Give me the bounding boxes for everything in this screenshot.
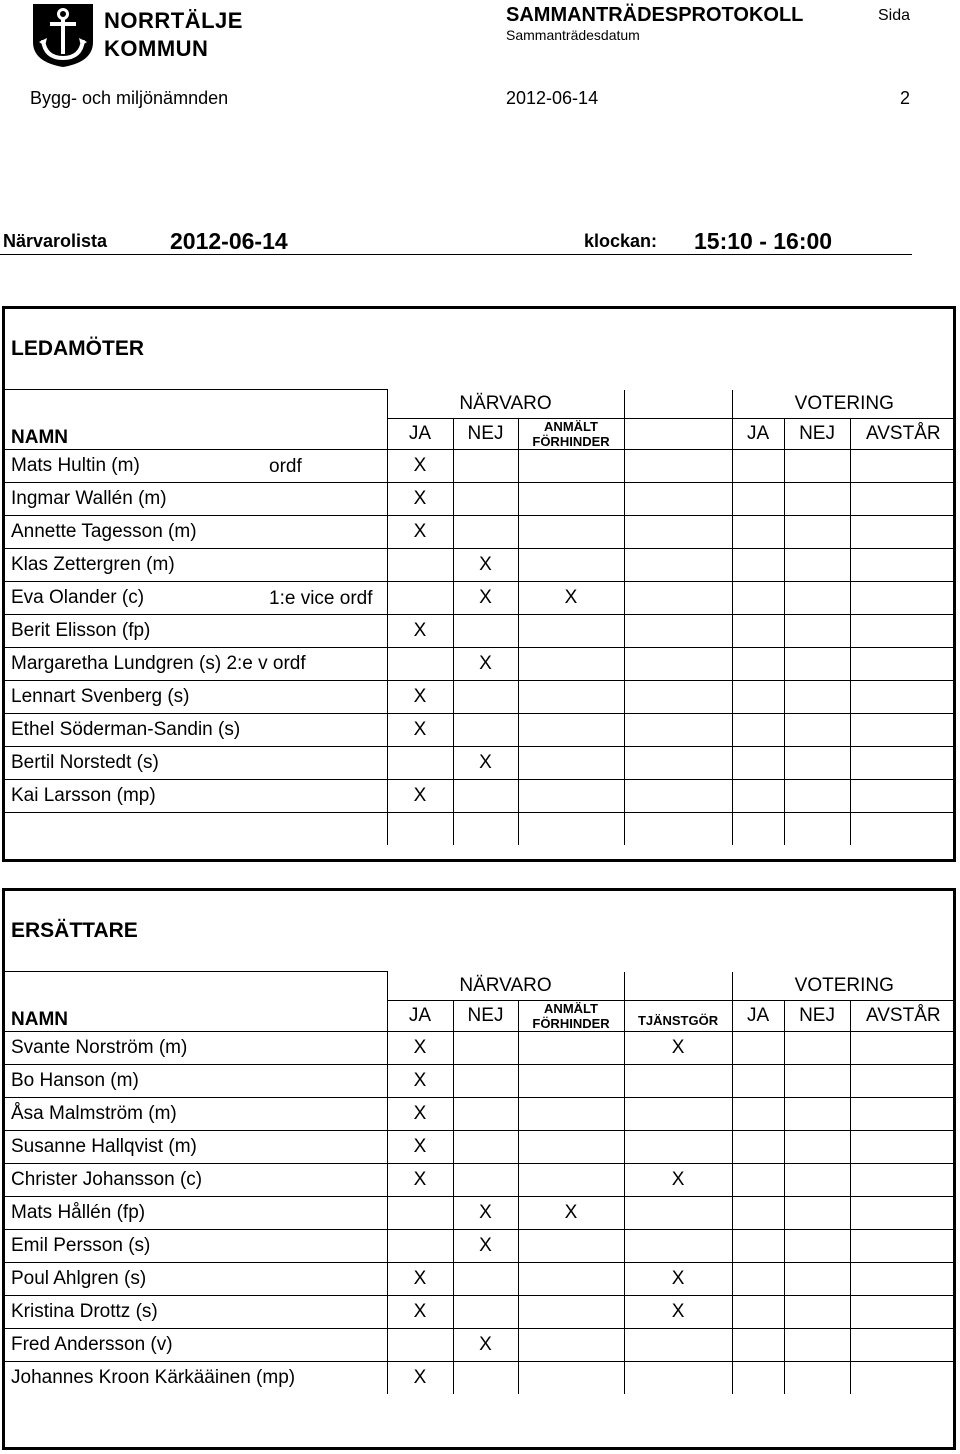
vote-yes-cell	[732, 548, 784, 581]
table-row	[5, 1163, 956, 1196]
reported-absence-cell	[518, 1361, 624, 1394]
vote-no-cell	[784, 614, 850, 647]
vote-abstain-cell	[850, 581, 956, 614]
member-name: Bertil Norstedt (s)	[11, 751, 159, 773]
members-section-title: LEDAMÖTER	[11, 337, 144, 360]
members-table	[5, 389, 956, 845]
voting-header: VOTERING	[732, 390, 956, 419]
presence-no-cell	[453, 1361, 518, 1394]
serving-cell	[624, 1361, 732, 1394]
table-row	[5, 746, 956, 779]
vote-abstain-cell	[850, 713, 956, 746]
vote-yes-cell	[732, 1229, 784, 1262]
serving-label: TJÄNSTGÖR	[637, 1012, 719, 1028]
member-name: Eva Olander (c)	[11, 586, 145, 608]
vote-no-cell	[784, 581, 850, 614]
presence-yes-cell	[387, 1196, 453, 1229]
vote-abstain-cell	[850, 1229, 956, 1262]
presence-no-header: NEJ	[453, 418, 518, 449]
meeting-date-label: Sammanträdesdatum	[506, 27, 640, 43]
member-name-cell	[5, 1097, 387, 1130]
serving-cell	[624, 1064, 732, 1097]
table-row	[5, 1097, 956, 1130]
reported-absence-cell	[518, 1328, 624, 1361]
meeting-time: 15:10 - 16:00	[694, 228, 833, 254]
reported-absence-cell	[518, 1031, 624, 1064]
vote-no-cell	[784, 482, 850, 515]
vote-yes-cell	[732, 647, 784, 680]
table-row	[5, 1295, 956, 1328]
vote-no-cell	[784, 1295, 850, 1328]
presence-header: NÄRVARO	[387, 390, 624, 419]
presence-yes-cell: X	[387, 614, 453, 647]
time-label: klockan:	[584, 231, 658, 251]
presence-no-cell	[453, 614, 518, 647]
vote-abstain-cell	[850, 548, 956, 581]
presence-yes-cell	[387, 647, 453, 680]
vote-abstain-cell	[850, 1097, 956, 1130]
reported-absence-cell	[518, 614, 624, 647]
vote-yes-cell	[732, 1328, 784, 1361]
member-name-cell	[5, 515, 387, 548]
vote-abstain-cell	[850, 1262, 956, 1295]
vote-abstain-cell	[850, 1361, 956, 1394]
presence-yes-cell: X	[387, 1130, 453, 1163]
member-name: Kai Larsson (mp)	[11, 784, 156, 806]
member-name: Mats Hållén (fp)	[11, 1201, 146, 1223]
member-name: Klas Zettergren (m)	[11, 553, 175, 575]
serving-header	[624, 1000, 732, 1031]
voting-header: VOTERING	[732, 972, 956, 1001]
table-row	[5, 581, 956, 614]
member-name: Susanne Hallqvist (m)	[11, 1135, 197, 1157]
table-row	[5, 548, 956, 581]
presence-no-cell	[453, 1130, 518, 1163]
member-name-cell	[5, 746, 387, 779]
vote-no-cell	[784, 515, 850, 548]
vote-yes-cell	[732, 1262, 784, 1295]
vote-no-cell	[784, 1130, 850, 1163]
reported-absence-cell	[518, 779, 624, 812]
vote-no-cell	[784, 713, 850, 746]
table-row	[5, 449, 956, 482]
vote-no-cell	[784, 680, 850, 713]
page-label: Sida	[878, 7, 911, 24]
hindrance-label: FÖRHINDER	[532, 1015, 610, 1031]
vote-abstain-cell	[850, 1064, 956, 1097]
committee-name: Bygg- och miljönämnden	[30, 88, 229, 108]
vote-abstain-cell	[850, 515, 956, 548]
reported-absence-cell	[518, 548, 624, 581]
reported-absence-cell	[518, 1262, 624, 1295]
reported-absence-cell	[518, 1064, 624, 1097]
spacer-cell	[624, 449, 732, 482]
vote-abstain-cell	[850, 482, 956, 515]
presence-no-cell	[453, 713, 518, 746]
presence-yes-cell: X	[387, 713, 453, 746]
vote-yes-cell	[732, 1196, 784, 1229]
table-row	[5, 1361, 956, 1394]
reported-absence-cell: X	[518, 1196, 624, 1229]
presence-no-cell	[453, 449, 518, 482]
member-name: Ingmar Wallén (m)	[11, 487, 167, 509]
vote-abstain-cell	[850, 647, 956, 680]
vote-yes-cell	[732, 614, 784, 647]
presence-no-cell	[453, 1097, 518, 1130]
table-row	[5, 713, 956, 746]
member-name-cell	[5, 1031, 387, 1064]
reported-absence-cell	[518, 1130, 624, 1163]
vote-yes-cell	[732, 581, 784, 614]
substitutes-section-title: ERSÄTTARE	[11, 919, 138, 942]
spacer-cell	[624, 548, 732, 581]
presence-yes-cell: X	[387, 779, 453, 812]
member-role: 1:e vice ordf	[269, 587, 373, 609]
serving-cell: X	[624, 1295, 732, 1328]
table-row	[5, 482, 956, 515]
vote-yes-cell	[732, 1130, 784, 1163]
member-role: ordf	[269, 455, 302, 477]
vote-abstain-cell	[850, 779, 956, 812]
member-name-cell	[5, 713, 387, 746]
hindrance-label: FÖRHINDER	[532, 433, 610, 449]
vote-no-cell	[784, 746, 850, 779]
vote-no-cell	[784, 1328, 850, 1361]
spacer-cell	[624, 647, 732, 680]
presence-no-header: NEJ	[453, 1000, 518, 1031]
vote-yes-cell	[732, 449, 784, 482]
vote-no-cell	[784, 1262, 850, 1295]
presence-no-cell: X	[453, 1196, 518, 1229]
member-name: Mats Hultin (m)	[11, 454, 140, 476]
presence-yes-cell: X	[387, 1097, 453, 1130]
vote-abstain-header: AVSTÅR	[850, 418, 956, 449]
presence-yes-cell: X	[387, 482, 453, 515]
vote-yes-cell	[732, 1361, 784, 1394]
member-name: Kristina Drottz (s)	[11, 1300, 158, 1322]
table-row	[5, 1196, 956, 1229]
member-name-cell	[5, 1064, 387, 1097]
presence-no-cell	[453, 680, 518, 713]
vote-no-cell	[784, 1163, 850, 1196]
serving-cell: X	[624, 1262, 732, 1295]
vote-abstain-cell	[850, 1130, 956, 1163]
reported-absence-cell	[518, 449, 624, 482]
member-name-cell	[5, 1361, 387, 1394]
reported-absence-cell	[518, 680, 624, 713]
reported-label: ANMÄLT	[544, 1000, 598, 1016]
member-name: Berit Elisson (fp)	[11, 619, 151, 641]
presence-yes-cell: X	[387, 1064, 453, 1097]
vote-yes-header: JA	[732, 418, 784, 449]
presence-no-cell: X	[453, 647, 518, 680]
substitutes-section	[2, 888, 956, 1450]
serving-cell	[624, 1229, 732, 1262]
vote-yes-cell	[732, 1031, 784, 1064]
serving-cell: X	[624, 1031, 732, 1064]
vote-abstain-cell	[850, 614, 956, 647]
logo-text-line2: KOMMUN	[104, 36, 209, 61]
vote-abstain-cell	[850, 449, 956, 482]
document-title: SAMMANTRÄDESPROTOKOLL	[506, 4, 804, 26]
reported-absence-cell	[518, 482, 624, 515]
table-row	[5, 1328, 956, 1361]
presence-yes-cell	[387, 1328, 453, 1361]
presence-yes-cell: X	[387, 1361, 453, 1394]
presence-yes-cell	[387, 548, 453, 581]
member-name-cell	[5, 1130, 387, 1163]
presence-no-cell	[453, 779, 518, 812]
member-name-cell	[5, 581, 387, 614]
spacer-cell	[624, 482, 732, 515]
vote-yes-cell	[732, 482, 784, 515]
attendance-label: Närvarolista	[3, 231, 108, 251]
table-row	[5, 680, 956, 713]
spacer-cell	[624, 713, 732, 746]
vote-yes-cell	[732, 713, 784, 746]
vote-no-cell	[784, 1031, 850, 1064]
member-name: Fred Andersson (v)	[11, 1333, 173, 1355]
vote-no-cell	[784, 647, 850, 680]
presence-no-cell	[453, 1295, 518, 1328]
presence-yes-cell: X	[387, 680, 453, 713]
vote-no-cell	[784, 548, 850, 581]
presence-yes-cell	[387, 1229, 453, 1262]
member-name-cell	[5, 482, 387, 515]
presence-no-cell	[453, 1163, 518, 1196]
reported-absence-cell	[518, 1097, 624, 1130]
reported-absence-cell	[518, 515, 624, 548]
presence-yes-cell: X	[387, 1163, 453, 1196]
member-name: Emil Persson (s)	[11, 1234, 151, 1256]
member-name: Christer Johansson (c)	[11, 1168, 203, 1190]
presence-no-cell: X	[453, 1229, 518, 1262]
municipality-logo	[30, 2, 250, 68]
serving-cell	[624, 1130, 732, 1163]
vote-yes-cell	[732, 680, 784, 713]
page-number: 2	[900, 88, 911, 108]
member-name: Annette Tagesson (m)	[11, 520, 197, 542]
member-name-cell	[5, 1163, 387, 1196]
vote-no-cell	[784, 1097, 850, 1130]
presence-yes-cell: X	[387, 1295, 453, 1328]
substitutes-table	[5, 971, 956, 1394]
vote-yes-cell	[732, 1064, 784, 1097]
table-row	[5, 1262, 956, 1295]
reported-absence-cell	[518, 746, 624, 779]
member-name: Lennart Svenberg (s)	[11, 685, 190, 707]
presence-yes-cell	[387, 581, 453, 614]
meeting-date: 2012-06-14	[506, 88, 599, 108]
reported-absence-cell	[518, 1295, 624, 1328]
spacer-cell	[624, 614, 732, 647]
vote-yes-cell	[732, 515, 784, 548]
presence-yes-cell: X	[387, 515, 453, 548]
presence-no-cell: X	[453, 548, 518, 581]
members-section	[2, 306, 956, 862]
member-name-cell	[5, 1196, 387, 1229]
presence-no-cell: X	[453, 1328, 518, 1361]
presence-no-cell	[453, 1262, 518, 1295]
vote-no-header: NEJ	[784, 1000, 850, 1031]
vote-yes-cell	[732, 1295, 784, 1328]
serving-cell	[624, 1328, 732, 1361]
table-row	[5, 614, 956, 647]
reported-absence-header	[518, 418, 624, 449]
vote-no-cell	[784, 449, 850, 482]
table-row	[5, 515, 956, 548]
member-name: Margaretha Lundgren (s) 2:e v ordf	[11, 652, 306, 674]
presence-yes-header: JA	[387, 1000, 453, 1031]
serving-cell	[624, 1097, 732, 1130]
table-row	[5, 1130, 956, 1163]
vote-no-header: NEJ	[784, 418, 850, 449]
vote-abstain-cell	[850, 1196, 956, 1229]
anchor-shield-icon	[30, 2, 96, 68]
reported-absence-cell	[518, 713, 624, 746]
presence-yes-cell	[387, 746, 453, 779]
table-row	[5, 779, 956, 812]
spacer-cell	[624, 680, 732, 713]
presence-no-cell: X	[453, 581, 518, 614]
presence-no-cell	[453, 515, 518, 548]
spacer-cell	[624, 779, 732, 812]
name-column-header: NAMN	[5, 972, 387, 1032]
member-name-cell	[5, 647, 387, 680]
member-name-cell	[5, 1229, 387, 1262]
vote-yes-cell	[732, 1163, 784, 1196]
vote-no-cell	[784, 779, 850, 812]
member-name-cell	[5, 1328, 387, 1361]
table-row	[5, 647, 956, 680]
name-column-header: NAMN	[5, 390, 387, 450]
member-name: Poul Ahlgren (s)	[11, 1267, 147, 1289]
presence-header: NÄRVARO	[387, 972, 624, 1001]
logo-text-line1: NORRTÄLJE	[104, 8, 243, 33]
vote-abstain-cell	[850, 680, 956, 713]
reported-absence-cell	[518, 1229, 624, 1262]
member-name: Svante Norström (m)	[11, 1036, 188, 1058]
presence-yes-header: JA	[387, 418, 453, 449]
vote-abstain-cell	[850, 1031, 956, 1064]
member-name-cell	[5, 614, 387, 647]
reported-absence-cell: X	[518, 581, 624, 614]
presence-no-cell	[453, 1064, 518, 1097]
vote-no-cell	[784, 1361, 850, 1394]
vote-yes-header: JA	[732, 1000, 784, 1031]
member-name-cell	[5, 1262, 387, 1295]
reported-absence-cell	[518, 1163, 624, 1196]
member-name: Johannes Kroon Kärkääinen (mp)	[11, 1366, 296, 1388]
spacer-cell	[624, 515, 732, 548]
member-name-cell	[5, 449, 387, 482]
presence-no-cell	[453, 482, 518, 515]
vote-yes-cell	[732, 779, 784, 812]
vote-abstain-header: AVSTÅR	[850, 1000, 956, 1031]
member-name: Ethel Söderman-Sandin (s)	[11, 718, 241, 740]
member-name: Bo Hanson (m)	[11, 1069, 139, 1091]
table-row	[5, 1031, 956, 1064]
member-name: Åsa Malmström (m)	[11, 1102, 177, 1124]
table-row	[5, 1064, 956, 1097]
vote-no-cell	[784, 1064, 850, 1097]
vote-abstain-cell	[850, 746, 956, 779]
vote-abstain-cell	[850, 1295, 956, 1328]
attendance-date: 2012-06-14	[170, 228, 288, 254]
vote-yes-cell	[732, 746, 784, 779]
presence-yes-cell: X	[387, 449, 453, 482]
serving-cell	[624, 1196, 732, 1229]
serving-cell: X	[624, 1163, 732, 1196]
member-name-cell	[5, 1295, 387, 1328]
vote-no-cell	[784, 1196, 850, 1229]
vote-no-cell	[784, 1229, 850, 1262]
reported-absence-cell	[518, 647, 624, 680]
presence-no-cell	[453, 1031, 518, 1064]
member-name-cell	[5, 548, 387, 581]
spacer-cell	[624, 581, 732, 614]
vote-abstain-cell	[850, 1163, 956, 1196]
presence-no-cell: X	[453, 746, 518, 779]
presence-yes-cell: X	[387, 1031, 453, 1064]
vote-yes-cell	[732, 1097, 784, 1130]
spacer-cell	[624, 746, 732, 779]
attendance-heading	[0, 226, 912, 255]
reported-label: ANMÄLT	[544, 418, 598, 434]
member-name-cell	[5, 779, 387, 812]
member-name-cell	[5, 680, 387, 713]
vote-abstain-cell	[850, 1328, 956, 1361]
reported-absence-header	[518, 1000, 624, 1031]
presence-yes-cell: X	[387, 1262, 453, 1295]
table-row	[5, 1229, 956, 1262]
